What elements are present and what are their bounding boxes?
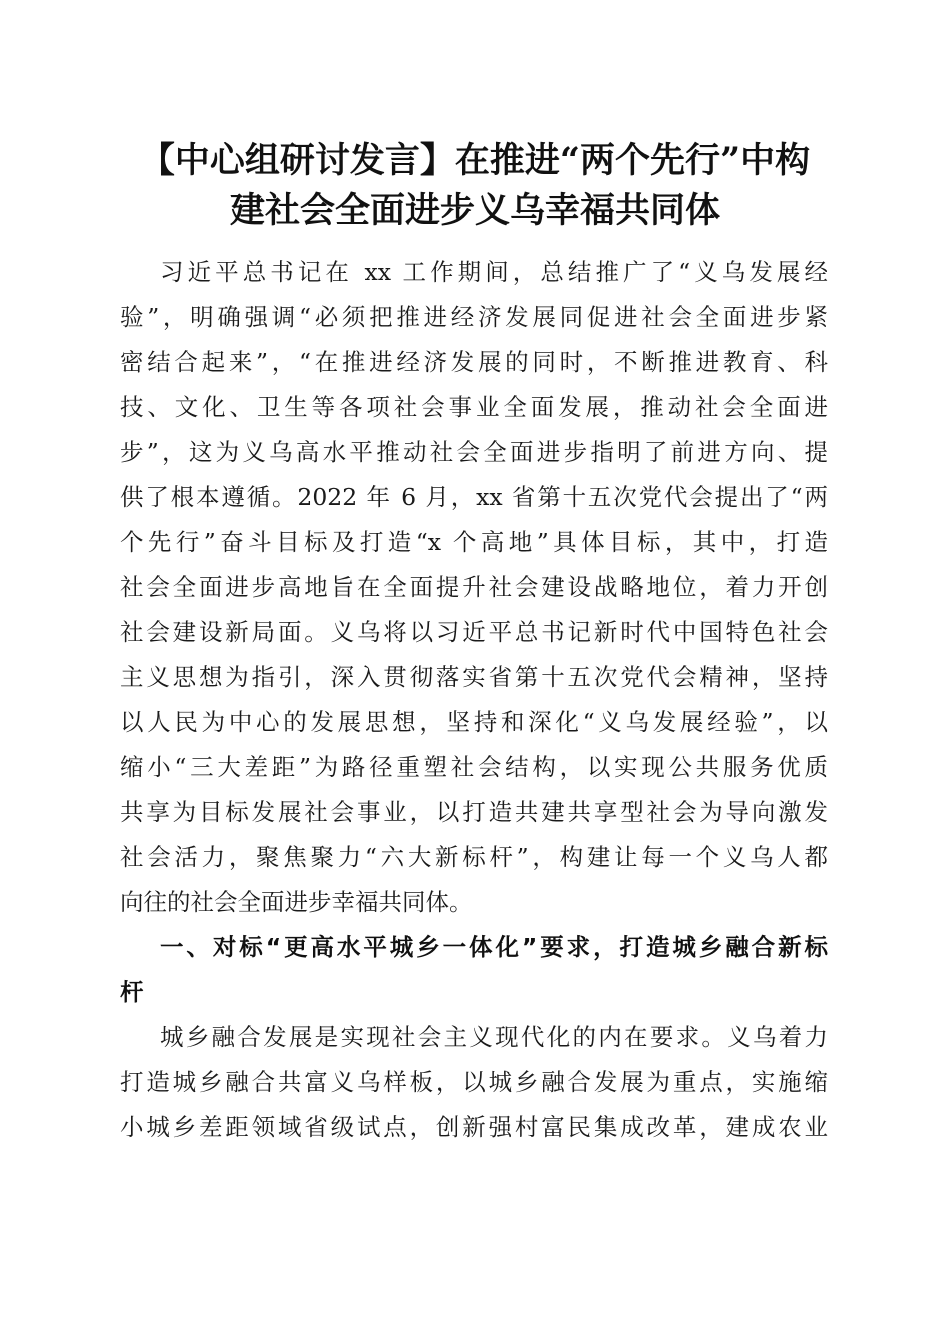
paragraph-1-line: 共享为目标发展社会事业，以打造共建共享型社会为导向激发 — [120, 798, 828, 826]
document-title-line-2: 建社会全面进步义乌幸福共同体 — [229, 190, 720, 231]
paragraph-1-line: 缩小“三大差距”为路径重塑社会结构，以实现公共服务优质 — [120, 753, 828, 781]
paragraph-1-line: 验”，明确强调“必须把推进经济发展同促进社会全面进步紧 — [120, 303, 828, 331]
paragraph-2-line: 城乡融合发展是实现社会主义现代化的内在要求。义乌着力 — [160, 1023, 828, 1051]
paragraph-1-line: 社会全面进步高地旨在全面提升社会建设战略地位，着力开创 — [120, 573, 828, 601]
section-heading-1-line: 一、对标“更高水平城乡一体化”要求，打造城乡融合新标 — [160, 933, 828, 961]
paragraph-1-line: 供了根本遵循。2022 年 6 月，xx 省第十五次党代会提出了“两 — [120, 483, 828, 511]
paragraph-2-line: 小城乡差距领域省级试点，创新强村富民集成改革，建成农业 — [120, 1113, 828, 1141]
paragraph-1-line: 社会活力，聚焦聚力“六大新标杆”，构建让每一个义乌人都 — [120, 843, 828, 871]
paragraph-1-line: 习近平总书记在 xx 工作期间，总结推广了“义乌发展经 — [160, 258, 828, 286]
document-title-line-1: 【中心组研讨发言】在推进“两个先行”中构 — [139, 140, 811, 181]
paragraph-1-line: 社会建设新局面。义乌将以习近平总书记新时代中国特色社会 — [120, 618, 828, 646]
paragraph-1-line: 个先行”奋斗目标及打造“x 个高地”具体目标，其中，打造 — [120, 528, 828, 556]
section-heading-1-line: 杆 — [120, 978, 144, 1006]
paragraph-1-line: 主义思想为指引，深入贯彻落实省第十五次党代会精神，坚持 — [120, 663, 828, 691]
paragraph-1-line: 密结合起来”，“在推进经济发展的同时，不断推进教育、科 — [120, 348, 828, 376]
paragraph-1-line: 以人民为中心的发展思想，坚持和深化“义乌发展经验”，以 — [120, 708, 828, 736]
paragraph-2-line: 打造城乡融合共富义乌样板，以城乡融合发展为重点，实施缩 — [120, 1068, 828, 1096]
paragraph-1-line: 向往的社会全面进步幸福共同体。 — [120, 888, 473, 916]
paragraph-1-line: 步”，这为义乌高水平推动社会全面进步指明了前进方向、提 — [120, 438, 828, 466]
paragraph-1-line: 技、文化、卫生等各项社会事业全面发展，推动社会全面进 — [120, 393, 828, 421]
